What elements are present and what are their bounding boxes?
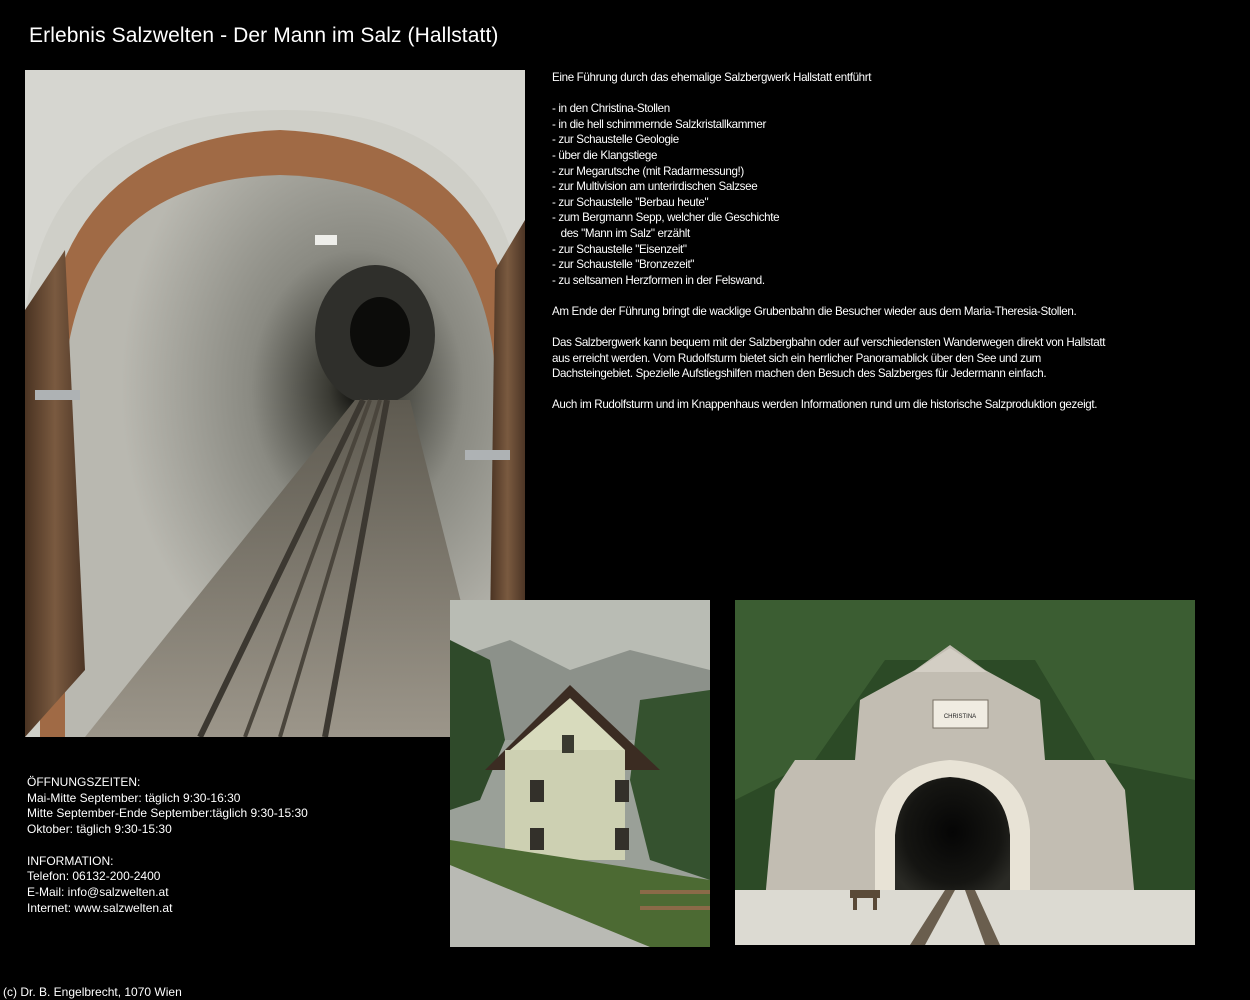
opening-hours (27, 775, 308, 838)
station-list (552, 101, 1212, 288)
mine-entrance-photo (735, 600, 1195, 945)
opening-hours-heading: ÖFFNUNGSZEITEN: (27, 775, 141, 789)
opening-hours-line: Mitte September-Ende September:täglich 9:30-15:30 (27, 806, 308, 821)
copyright-footer: (c) Dr. B. Engelbrecht, 1070 Wien (3, 985, 182, 999)
opening-hours-line: Mai-Mitte September: täglich 9:30-16:30 (27, 790, 241, 805)
description-intro: Eine Führung durch das ehemalige Salzbergwerk Hallstatt entführt (552, 71, 872, 84)
description (552, 70, 1212, 429)
description-access: Das Salzbergwerk kann bequem mit der Salzbergbahn oder auf verschiedensten Wanderwegen direkt von Hallstatt aus erreicht werden. Vom Rudolfsturm bietet sich ein herrlicher Panoramablick über den See und zum Dachsteingebiet. Spezielle Aufstiegshilfen machen den Besuch des Salzberges für Jedermann einfach. (552, 336, 1106, 381)
phone-number: Telefon: 06132-200-2400 (27, 869, 161, 884)
website-address: Internet: www.salzwelten.at (27, 900, 173, 915)
list-item: - in die hell schimmernde Salzkristallkammer (552, 117, 766, 131)
mine-sign-text: CHRISTINA (943, 714, 977, 720)
knappenhaus-photo (450, 600, 710, 947)
description-info-places: Auch im Rudolfsturm und im Knappenhaus werden Informationen rund um die historische Salzproduktion gezeigt. (552, 398, 1098, 412)
list-item: - zur Schaustelle Geologie (552, 133, 679, 147)
email-address: E-Mail: info@salzwelten.at (27, 884, 169, 899)
page-title: Erlebnis Salzwelten - Der Mann im Salz (Hallstatt) (29, 24, 499, 47)
list-item: - zur Schaustelle "Eisenzeit" (552, 242, 687, 256)
list-item: - zur Schaustelle "Bronzezeit" (552, 258, 695, 272)
opening-hours-line: Oktober: täglich 9:30-15:30 (27, 822, 172, 837)
visitor-info (27, 775, 308, 932)
list-item: - zur Megarutsche (mit Radarmessung!) (552, 164, 744, 178)
information (27, 854, 308, 917)
list-item: - über die Klangstiege (552, 148, 658, 162)
list-item: - zum Bergmann Sepp, welcher die Geschichte (552, 211, 780, 225)
description-ending: Am Ende der Führung bringt die wacklige Grubenbahn die Besucher wieder aus dem Maria-Theresia-Stollen. (552, 304, 1077, 318)
information-heading: INFORMATION: (27, 853, 114, 868)
list-item: - in den Christina-Stollen (552, 102, 670, 116)
list-item: des "Mann im Salz" erzählt (552, 226, 690, 240)
list-item: - zur Multivision am unterirdischen Salzsee (552, 180, 758, 194)
list-item: - zu seltsamen Herzformen in der Felswand. (552, 273, 765, 287)
list-item: - zur Schaustelle "Berbau heute" (552, 195, 709, 209)
